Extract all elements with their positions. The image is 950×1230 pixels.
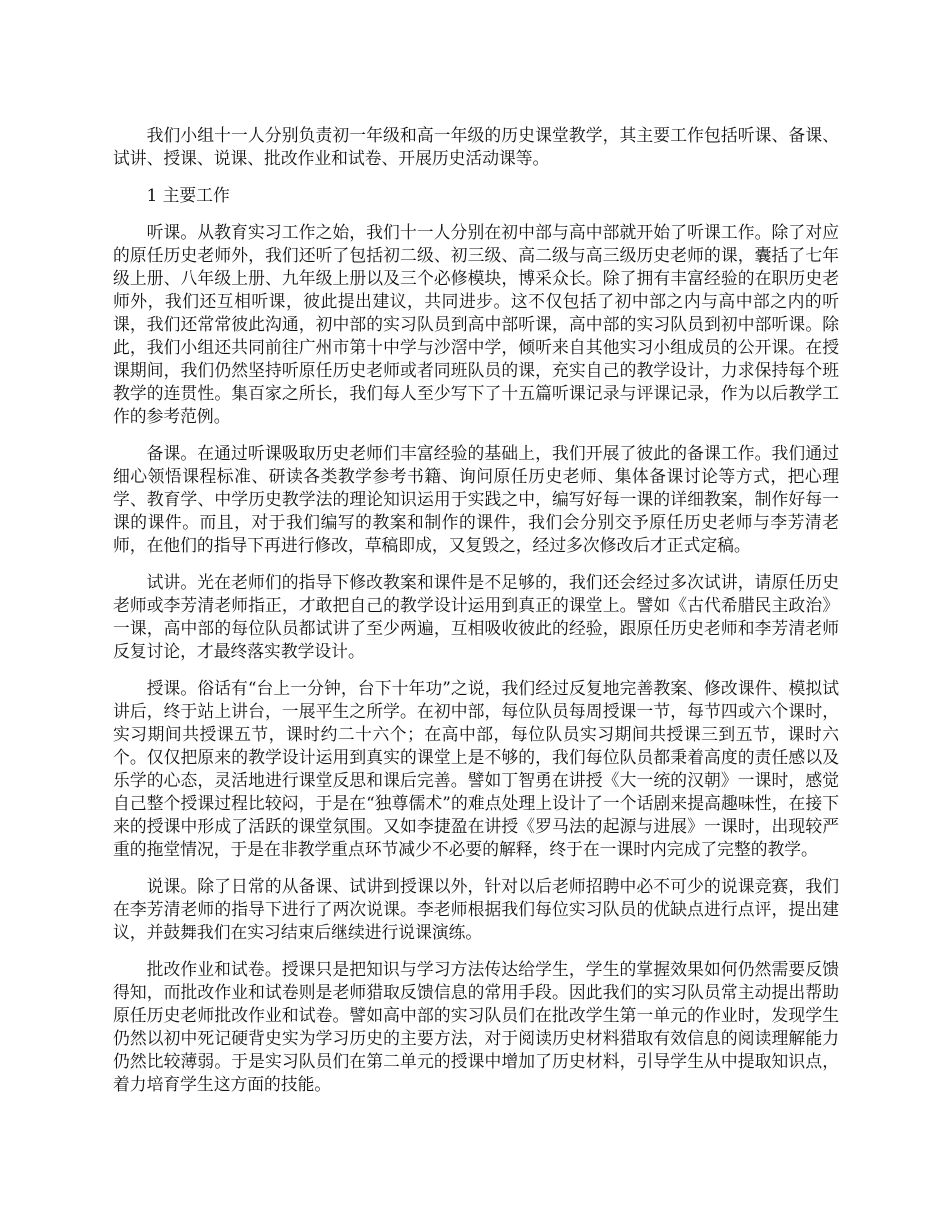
section-heading: 1 主要工作 (146, 185, 230, 205)
intro-paragraph: 我们小组十一人分别负责初一年级和高一年级的历史课堂教学，其主要工作包括听课、备课、试讲、授课、说课、批改作业和试卷、开展历史活动课等。 (113, 125, 839, 168)
paragraph-trial-teaching: 试讲。光在老师们的指导下修改教案和课件是不足够的，我们还会经过多次试讲，请原任历史老师或李芳清老师指正，才敢把自己的教学设计运用到真正的课堂上。譬如《古代希腊民主政治》一课，高中部的每位队员都试讲了至少两遍，互相吸收彼此的经验，跟原任历史老师和李芳清老师反复讨论，才最终落实教学设计。 (113, 572, 839, 661)
paragraph-teaching: 授课。俗话有“台上一分钟，台下十年功”之说，我们经过反复地完善教案、修改课件、模拟试讲后，终于站上讲台，一展平生之所学。在初中部，每位队员每周授课一节，每节四或六个课时，实习期间共授课五节，课时约二十六个；在高中部，每位队员实习期间共授课三到五节，课时六个。仅仅把原来的教学设计运用到真实的课堂上是不够的，我们每位队员都秉着高度的责任感以及乐学的心态，灵活地进行课堂反思和课后完善。譬如丁智勇在讲授《大一统的汉朝》一课时，感觉自己整个授课过程比较闷，于是在“独尊儒术”的难点处理上设计了一个话剧来提高趣味性，在接下来的授课中形成了活跃的课堂氛围。又如李捷盈在讲授《罗马法的起源与进展》一课时，出现较严重的拖堂情况，于是在非教学重点环节减少不必要的解释，终于在一课时内完成了完整的教学。 (113, 678, 839, 859)
paragraph-lesson-presentation: 说课。除了日常的从备课、试讲到授课以外，针对以后老师招聘中必不可少的说课竞赛，我们在李芳清老师的指导下进行了两次说课。李老师根据我们每位实习队员的优缺点进行点评，提出建议，并鼓舞我们在实习结束后继续进行说课演练。 (113, 876, 839, 942)
paragraph-preparation: 备课。在通过听课吸取历史老师们丰富经验的基础上，我们开展了彼此的备课工作。我们通过细心领悟课程标准、研读各类教学参考书籍、询问原任历史老师、集体备课讨论等方式，把心理学、教育学、中学历史教学法的理论知识运用于实践之中，编写好每一课的详细教案，制作好每一课的课件。而且，对于我们编写的教案和制作的课件，我们会分别交予原任历史老师与李芳清老师，在他们的指导下再进行修改，草稿即成，又复毁之，经过多次修改后才正式定稿。 (113, 443, 839, 555)
paragraph-grading: 批改作业和试卷。授课只是把知识与学习方法传达给学生，学生的掌握效果如何仍然需要反馈得知，而批改作业和试卷则是老师猎取反馈信息的常用手段。因此我们的实习队员常主动提出帮助原任历史老师批改作业和试卷。譬如高中部的实习队员们在批改学生第一单元的作业时，发现学生仍然以初中死记硬背史实为学习历史的主要方法，对于阅读历史材料猎取有效信息的阅读理解能力仍然比较薄弱。于是实习队员们在第二单元的授课中增加了历史材料，引导学生从中提取知识点，着力培育学生这方面的技能。 (113, 959, 839, 1094)
document-body (113, 124, 839, 1110)
paragraph-listening: 听课。从教育实习工作之始，我们十一人分别在初中部与高中部就开始了听课工作。除了对应的原任历史老师外，我们还听了包括初二级、初三级、高二级与高三级历史老师的课，囊括了七年级上册、八年级上册、九年级上册以及三个必修模块，博采众长。除了拥有丰富经验的在职历史老师外，我们还互相听课，彼此提出建议，共同进步。这不仅包括了初中部之内与高中部之内的听课，我们还常常彼此沟通，初中部的实习队员到高中部听课，高中部的实习队员到初中部听课。除此，我们小组还共同前往广州市第十中学与沙滘中学，倾听来自其他实习小组成员的公开课。在授课期间，我们仍然坚持听原任历史老师或者同班队员的课，充实自己的教学设计，力求保持每个班教学的连贯性。集百家之所长，我们每人至少写下了十五篇听课记录与评课记录，作为以后教学工作的参考范例。 (113, 222, 839, 426)
